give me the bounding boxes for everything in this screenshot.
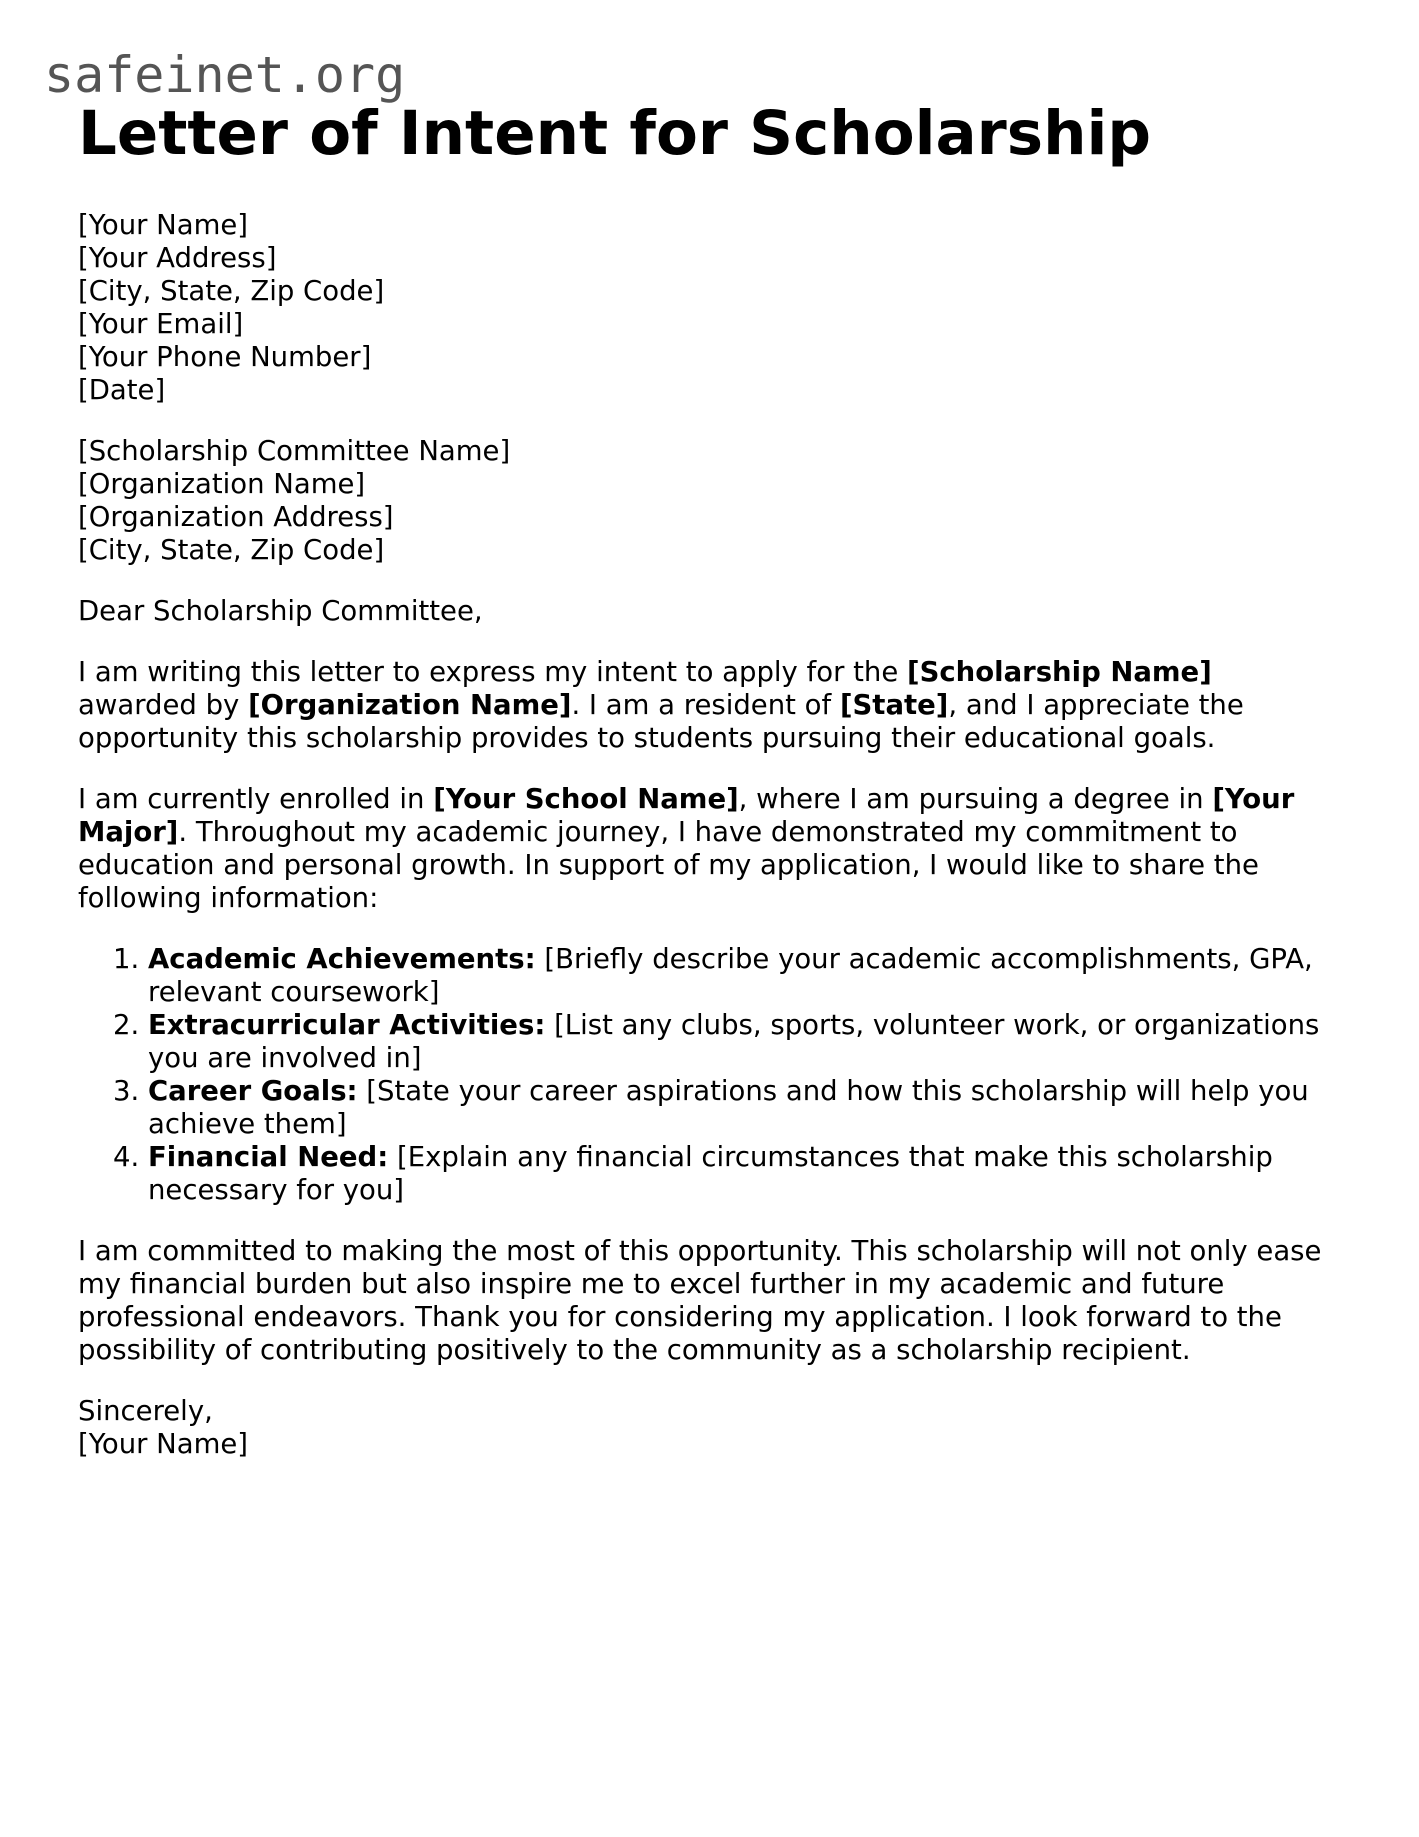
enrollment-paragraph: I am currently enrolled in [Your School Name], where I am pursuing a degree in [Your Major]. Throughout my academic journey, I have demonstrated my commitment to education and personal growth. In support of my application, I would like to share the following information: xyxy=(78,783,1295,914)
recipient-organization-name: [Organization Name] xyxy=(78,468,366,500)
letter-date: [Date] xyxy=(78,374,166,406)
commitment-paragraph: I am committed to making the most of this opportunity. This scholarship will not only ease my financial burden but also inspire me to excel further in my academic and future professional endeavors. Thank you for considering my application. I look forward to the possibility of contributing positively to the community as a scholarship recipient. xyxy=(78,1235,1322,1366)
school-name-placeholder: [Your School Name] xyxy=(433,783,739,815)
closing: Sincerely, xyxy=(78,1395,213,1427)
recipient-address-block xyxy=(78,435,1338,567)
list-item: 2. Extracurricular Activities: [List any clubs, sports, volunteer work, or organizations you are involved in] xyxy=(148,1009,1338,1075)
sender-phone: [Your Phone Number] xyxy=(78,341,372,373)
list-item: 3. Career Goals: [State your career aspirations and how this scholarship will help you achieve them] xyxy=(148,1075,1338,1141)
sender-city-state-zip: [City, State, Zip Code] xyxy=(78,275,385,307)
scholarship-name-placeholder: [Scholarship Name] xyxy=(907,656,1212,688)
signoff-block xyxy=(78,1395,1338,1461)
letter-document xyxy=(78,96,1338,1461)
organization-name-placeholder: [Organization Name] xyxy=(248,689,572,721)
recipient-committee-name: [Scholarship Committee Name] xyxy=(78,435,511,467)
recipient-city-state-zip: [City, State, Zip Code] xyxy=(78,534,385,566)
page-title: Letter of Intent for Scholarship xyxy=(78,98,1152,169)
sender-name: [Your Name] xyxy=(78,209,249,241)
salutation: Dear Scholarship Committee, xyxy=(78,595,483,627)
list-item: 1. Academic Achievements: [Briefly describe your academic accomplishments, GPA, relevant coursework] xyxy=(148,943,1338,1009)
major-placeholder: [Your Major] xyxy=(78,783,1295,848)
information-list xyxy=(78,943,1338,1207)
sender-address-block xyxy=(78,209,1338,407)
signature-name: [Your Name] xyxy=(78,1428,249,1460)
list-item: 4. Financial Need: [Explain any financial circumstances that make this scholarship necessary for you] xyxy=(148,1141,1338,1207)
state-placeholder: [State] xyxy=(839,689,949,721)
recipient-organization-address: [Organization Address] xyxy=(78,501,394,533)
watermark: safeinet.org xyxy=(44,46,406,104)
sender-email: [Your Email] xyxy=(78,308,244,340)
sender-address: [Your Address] xyxy=(78,242,277,274)
intro-paragraph: I am writing this letter to express my intent to apply for the [Scholarship Name] awarded by [Organization Name]. I am a resident of [State], and I appreciate the opportunity this scholarship provides to students pursuing their educational goals. xyxy=(78,656,1244,754)
